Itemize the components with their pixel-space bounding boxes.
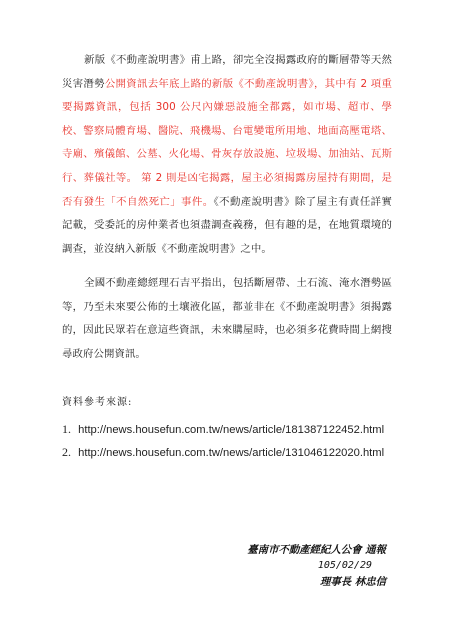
reference-link[interactable]: http://news.housefun.com.tw/news/article/181387122452.html [78,424,385,436]
reference-item [62,441,384,464]
paragraph-1-segment-1: 新版《不動產說明書》甫上路，卻完全沒揭露政府的斷層帶等天然災害潛勢 [62,54,392,90]
reference-number: 1. [62,422,71,436]
signature-organization: 臺南市不動產經紀人公會 通報 [247,544,386,556]
reference-item [62,418,384,441]
reference-number: 2. [62,445,71,459]
references-title: 資料參考來源: [62,397,133,408]
paragraph-1-highlighted-segment: 公開資訊去年底上路的新版《不動產說明書》，其中有 2 項重要揭露資訊，包括 300 公尺內嫌惡設施全都露，如市場、超市、學校、警察局體育場、醫院、飛機場、台電變電所用地、地面高壓電塔、寺廟、殯儀館、公墓、火化場、骨灰存放設施、垃圾場、加油站、瓦斯行、葬儀社等。 第 2 則是凶宅揭露，屋主必須揭露房屋持有期間，是否有發生「不自然死亡」事件。 [62,77,392,208]
signature-person: 理事長 林忠信 [320,576,386,588]
paragraph-1-segment-3: 《不動產說明書》除了屋主有責任詳實記載，受委託的房仲業者也須盡調查義務，但有趣的是，在地質環境的調查，並沒納入新版《不動產說明書》之中。 [62,195,392,255]
paragraph-2-segment-1: 全國不動產總經理石吉平指出，包括斷層帶、土石流、淹水潛勢區等，乃至未來要公佈的土壤液化區，都並非在《不動產說明書》須揭露的，因此民眾若在意這些資訊，未來購屋時，也必須多花費時間上網搜尋政府公開資訊。 [62,277,392,360]
references-list [62,418,384,464]
signature-block [247,542,386,590]
reference-link[interactable]: http://news.housefun.com.tw/news/article/131046122020.html [78,447,385,459]
signature-date: 105/02/29 [317,560,372,571]
paragraph-2 [62,272,392,366]
paragraph-1 [62,49,392,261]
